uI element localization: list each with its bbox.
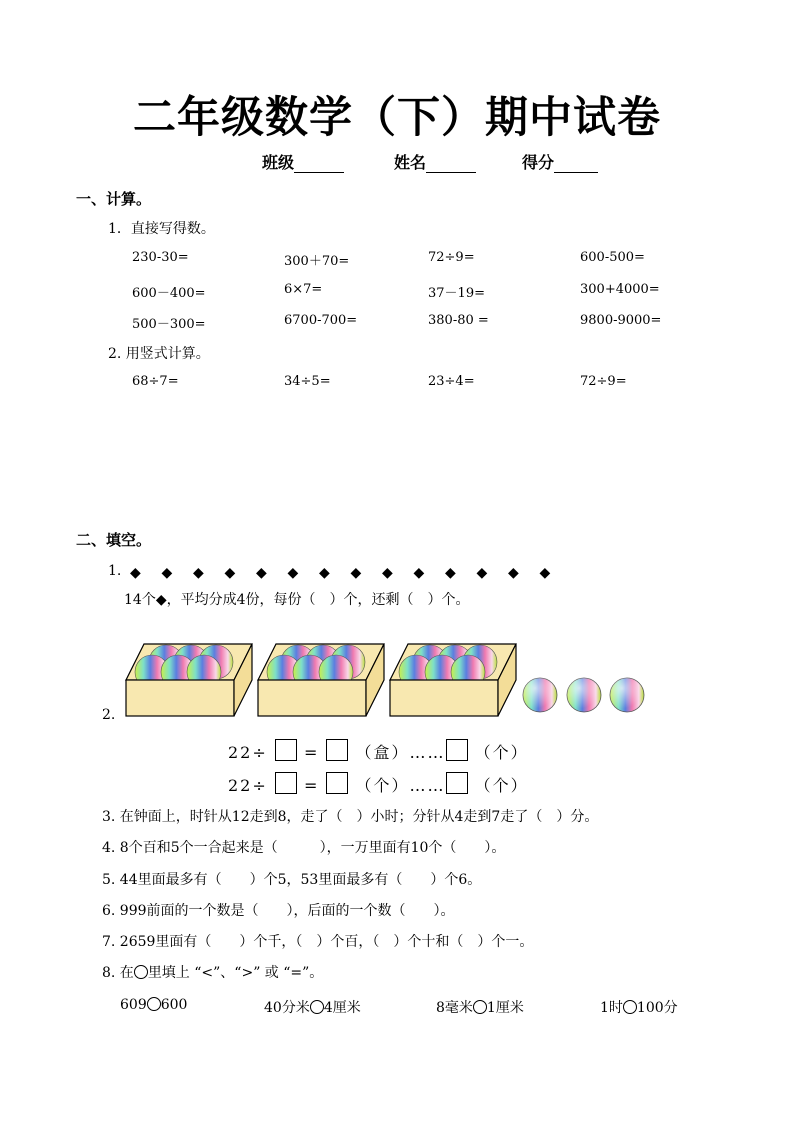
calc-item: 6×7= [284,282,323,297]
box-2 [258,644,384,716]
fill-q1-number: 1. [108,563,122,579]
compare-item [600,997,678,1017]
class-field [262,150,344,173]
score-blank[interactable] [554,156,598,173]
eq2-lead: 22÷ [228,776,268,795]
answer-box[interactable] [326,772,348,794]
vertical-calc-item: 23÷4= [428,374,475,389]
compare-circle[interactable] [623,1000,637,1014]
compare-circle[interactable] [147,997,161,1011]
diamond-icon: ◆ [130,565,141,581]
diamond-icon: ◆ [350,565,362,581]
diamond-icon: ◆ [256,565,267,581]
diamond-icon: ◆ [413,565,425,581]
eq1-unit2: （个） [474,743,529,762]
fill-q1-text-b: ，平均分成4份，每份（ ）个，还剩（ ）个。 [166,592,470,608]
diamond-icon: ◆ [224,565,236,581]
eq1-lead: 22÷ [228,743,268,762]
compare-circle[interactable] [473,1000,487,1014]
fill-q1-text-a: 14个 [124,592,156,608]
vertical-calc-item: 34÷5= [284,374,331,389]
diamond-icon: ◆ [539,565,551,581]
diamond-icon: ◆ [319,565,330,581]
compare-circle[interactable] [310,1000,324,1014]
name-field [394,150,476,173]
calc-item: 6700-700= [284,313,358,328]
diamond-icon: ◆ [508,565,519,581]
vertical-calc-item: 68÷7= [132,374,179,389]
compare-left: 40分米 [264,1000,310,1016]
diamond-icon: ◆ [287,565,299,581]
calc-item: 600-500= [580,250,645,265]
compare-right: 100分 [636,1000,678,1016]
fill-q8-label-a: 8. 在 [102,965,134,981]
eq2-unit1: （个）…… [355,776,446,795]
answer-box[interactable] [275,739,297,761]
answer-box[interactable] [446,739,468,761]
section1-heading: 一、计算。 [76,190,152,208]
calc-item: 500－300= [132,317,206,332]
eq2-equals: = [303,776,320,795]
calc-item: 37－19= [428,286,485,301]
calc-item: 72÷9= [428,250,475,265]
diamond-icon: ◆ [193,565,204,581]
boxes-illustration [120,636,660,726]
score-field [522,150,598,173]
diamond-icon: ◆ [382,565,393,581]
answer-box[interactable] [326,739,348,761]
compare-left: 1时 [600,1000,623,1016]
answer-box[interactable] [275,772,297,794]
compare-right: 1厘米 [486,1000,524,1016]
calc-item: 230-30= [132,250,189,265]
fill-q3: 3. 在钟面上，时针从12走到8，走了（ ）小时；分针从4走到7走了（ ）分。 [102,809,599,825]
division-equation-1 [228,739,529,763]
circle-icon [134,965,148,979]
q1-label: 1．直接写得数。 [108,221,215,237]
fill-q4: 4. 8个百和5个一合起来是（ ），一万里面有10个（ ）。 [102,840,506,856]
section2-heading: 二、填空。 [76,531,152,549]
name-label: 姓名 [394,153,427,172]
calc-item: 380-80 = [428,313,489,328]
fill-q2-number: 2. [102,707,116,723]
compare-right: 4厘米 [323,1000,361,1016]
calc-item: 300＋70= [284,254,350,269]
calc-item: 600－400= [132,286,206,301]
fill-q6: 6. 999前面的一个数是（ ），后面的一个数（ ）。 [102,903,455,919]
q2-label: 2. 用竖式计算。 [108,346,210,362]
compare-item [120,997,187,1013]
class-label: 班级 [262,153,295,172]
loose-balls [523,678,644,712]
eq1-unit1: （盒）…… [355,743,446,762]
fill-q7: 7. 2659里面有（ ）个千，（ ）个百，（ ）个十和（ ）个一。 [102,934,534,950]
eq2-unit2: （个） [474,776,529,795]
calc-item: 300+4000= [580,282,660,297]
compare-left: 8毫米 [436,1000,473,1016]
eq1-equals: = [303,743,320,762]
page-title: 二年级数学（下）期中试卷 [133,93,661,143]
compare-left: 609 [120,997,147,1013]
compare-item [264,997,361,1017]
fill-q1-text [124,589,470,609]
box-3 [390,644,516,716]
box-1 [126,644,252,716]
fill-q5: 5. 44里面最多有（ ）个5，53里面最多有（ ）个6。 [102,872,482,888]
diamond-icon: ◆ [161,565,173,581]
vertical-calc-item: 72÷9= [580,374,627,389]
fill-q8-label-b: 里填上 “<”、“>” 或 “=”。 [147,965,324,981]
class-blank[interactable] [294,156,344,173]
answer-box[interactable] [446,772,468,794]
calc-item: 9800-9000= [580,313,662,328]
fill-q8-label [102,962,323,982]
diamond-icon: ◆ [445,565,456,581]
diamond-icon: ◆ [155,592,167,608]
score-label: 得分 [522,153,555,172]
name-blank[interactable] [426,156,476,173]
compare-item [436,997,524,1017]
compare-right: 600 [160,997,188,1013]
division-equation-2 [228,772,529,796]
diamond-icon: ◆ [476,565,488,581]
